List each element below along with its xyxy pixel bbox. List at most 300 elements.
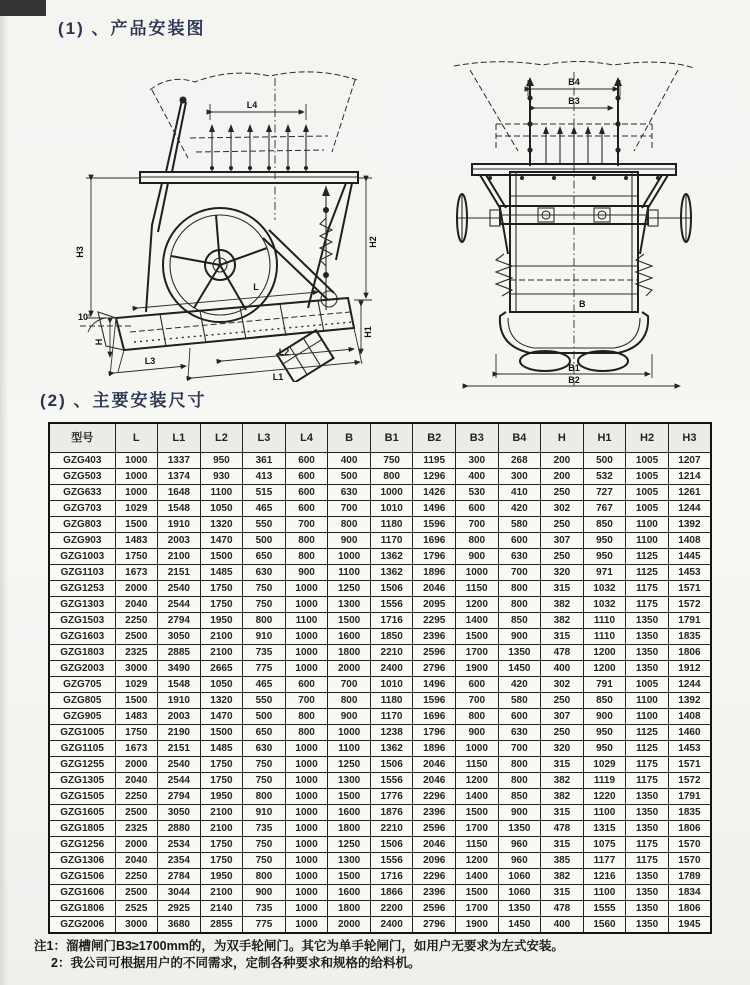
value-cell: 1125 bbox=[626, 565, 669, 581]
section1-title: (1) 、产品安装图 bbox=[58, 19, 206, 38]
value-cell: 1866 bbox=[370, 885, 413, 901]
value-cell: 2396 bbox=[413, 805, 456, 821]
value-cell: 1150 bbox=[456, 581, 499, 597]
table-row bbox=[49, 773, 711, 789]
model-cell: GZG1103 bbox=[49, 565, 115, 581]
dim-label-l3: L3 bbox=[144, 356, 156, 366]
value-cell: 1350 bbox=[626, 613, 669, 629]
value-cell: 1100 bbox=[200, 485, 243, 501]
value-cell: 1000 bbox=[115, 453, 158, 469]
dim-label-l: L bbox=[253, 282, 259, 292]
value-cell: 2544 bbox=[158, 773, 201, 789]
value-cell: 2295 bbox=[413, 613, 456, 629]
table-row bbox=[49, 869, 711, 885]
value-cell: 900 bbox=[285, 565, 328, 581]
value-cell: 2296 bbox=[413, 789, 456, 805]
value-cell: 478 bbox=[541, 901, 584, 917]
value-cell: 400 bbox=[328, 453, 371, 469]
value-cell: 1350 bbox=[626, 789, 669, 805]
dim-label-b2: B2 bbox=[568, 375, 580, 385]
model-cell: GZG2003 bbox=[49, 661, 115, 677]
value-cell: 2000 bbox=[115, 837, 158, 853]
value-cell: 2140 bbox=[200, 901, 243, 917]
value-cell: 800 bbox=[243, 789, 286, 805]
value-cell: 500 bbox=[243, 533, 286, 549]
value-cell: 1716 bbox=[370, 869, 413, 885]
value-cell: 700 bbox=[498, 741, 541, 757]
value-cell: 315 bbox=[541, 581, 584, 597]
value-cell: 302 bbox=[541, 677, 584, 693]
value-cell: 700 bbox=[328, 677, 371, 693]
table-row bbox=[49, 853, 711, 869]
value-cell: 1200 bbox=[583, 661, 626, 677]
value-cell: 1100 bbox=[583, 885, 626, 901]
value-cell: 465 bbox=[243, 501, 286, 517]
value-cell: 2885 bbox=[158, 645, 201, 661]
value-cell: 900 bbox=[583, 709, 626, 725]
value-cell: 1374 bbox=[158, 469, 201, 485]
value-cell: 1673 bbox=[115, 741, 158, 757]
value-cell: 1350 bbox=[498, 901, 541, 917]
value-cell: 775 bbox=[243, 917, 286, 934]
value-cell: 900 bbox=[243, 885, 286, 901]
column-header: L4 bbox=[285, 423, 328, 453]
column-header: L bbox=[115, 423, 158, 453]
value-cell: 1700 bbox=[456, 821, 499, 837]
value-cell: 1485 bbox=[200, 741, 243, 757]
column-header: B1 bbox=[370, 423, 413, 453]
value-cell: 1876 bbox=[370, 805, 413, 821]
value-cell: 1000 bbox=[328, 549, 371, 565]
value-cell: 1950 bbox=[200, 613, 243, 629]
value-cell: 3680 bbox=[158, 917, 201, 934]
value-cell: 2400 bbox=[370, 661, 413, 677]
value-cell: 1244 bbox=[668, 501, 711, 517]
value-cell: 1000 bbox=[370, 485, 413, 501]
value-cell: 800 bbox=[285, 549, 328, 565]
model-cell: GZG633 bbox=[49, 485, 115, 501]
value-cell: 580 bbox=[498, 693, 541, 709]
value-cell: 1150 bbox=[456, 757, 499, 773]
value-cell: 910 bbox=[243, 629, 286, 645]
scan-edge-shadow bbox=[0, 0, 8, 985]
model-cell: GZG1605 bbox=[49, 805, 115, 821]
value-cell: 1119 bbox=[583, 773, 626, 789]
value-cell: 650 bbox=[243, 725, 286, 741]
column-header: B2 bbox=[413, 423, 456, 453]
value-cell: 1000 bbox=[285, 837, 328, 853]
value-cell: 1485 bbox=[200, 565, 243, 581]
table-row bbox=[49, 677, 711, 693]
value-cell: 1500 bbox=[115, 693, 158, 709]
value-cell: 2925 bbox=[158, 901, 201, 917]
model-cell: GZG1005 bbox=[49, 725, 115, 741]
value-cell: 1195 bbox=[413, 453, 456, 469]
table-row bbox=[49, 709, 711, 725]
value-cell: 1700 bbox=[456, 645, 499, 661]
value-cell: 200 bbox=[541, 453, 584, 469]
model-cell: GZG1806 bbox=[49, 901, 115, 917]
value-cell: 1500 bbox=[328, 789, 371, 805]
value-cell: 1806 bbox=[668, 821, 711, 837]
value-cell: 1244 bbox=[668, 677, 711, 693]
value-cell: 1350 bbox=[498, 821, 541, 837]
value-cell: 850 bbox=[583, 693, 626, 709]
value-cell: 1300 bbox=[328, 597, 371, 613]
footnote-line: 2：我公司可根据用户的不同需求，定制各种要求和规格的给料机。 bbox=[51, 956, 421, 970]
value-cell: 268 bbox=[498, 453, 541, 469]
value-cell: 735 bbox=[243, 645, 286, 661]
value-cell: 1000 bbox=[285, 661, 328, 677]
table-row bbox=[49, 789, 711, 805]
model-cell: GZG1603 bbox=[49, 629, 115, 645]
value-cell: 650 bbox=[243, 549, 286, 565]
model-cell: GZG1105 bbox=[49, 741, 115, 757]
value-cell: 3000 bbox=[115, 917, 158, 934]
value-cell: 1453 bbox=[668, 741, 711, 757]
value-cell: 800 bbox=[498, 757, 541, 773]
value-cell: 1200 bbox=[456, 853, 499, 869]
column-header: H1 bbox=[583, 423, 626, 453]
column-header: L2 bbox=[200, 423, 243, 453]
value-cell: 1320 bbox=[200, 693, 243, 709]
table-row bbox=[49, 565, 711, 581]
table-row bbox=[49, 597, 711, 613]
value-cell: 500 bbox=[328, 469, 371, 485]
value-cell: 1350 bbox=[626, 869, 669, 885]
value-cell: 1029 bbox=[115, 677, 158, 693]
column-header: L1 bbox=[158, 423, 201, 453]
model-cell: GZG905 bbox=[49, 709, 115, 725]
value-cell: 1110 bbox=[583, 629, 626, 645]
value-cell: 2046 bbox=[413, 757, 456, 773]
value-cell: 1010 bbox=[370, 501, 413, 517]
value-cell: 1300 bbox=[328, 853, 371, 869]
value-cell: 1315 bbox=[583, 821, 626, 837]
table-row bbox=[49, 517, 711, 533]
value-cell: 2200 bbox=[370, 901, 413, 917]
value-cell: 2544 bbox=[158, 597, 201, 613]
value-cell: 2250 bbox=[115, 789, 158, 805]
value-cell: 1000 bbox=[285, 885, 328, 901]
value-cell: 2396 bbox=[413, 885, 456, 901]
value-cell: 1150 bbox=[456, 837, 499, 853]
value-cell: 1000 bbox=[285, 597, 328, 613]
value-cell: 1600 bbox=[328, 885, 371, 901]
value-cell: 1392 bbox=[668, 693, 711, 709]
value-cell: 410 bbox=[498, 485, 541, 501]
value-cell: 532 bbox=[583, 469, 626, 485]
value-cell: 1945 bbox=[668, 917, 711, 934]
value-cell: 900 bbox=[456, 725, 499, 741]
value-cell: 1100 bbox=[328, 565, 371, 581]
value-cell: 800 bbox=[285, 533, 328, 549]
value-cell: 1350 bbox=[626, 805, 669, 821]
value-cell: 2540 bbox=[158, 581, 201, 597]
value-cell: 1483 bbox=[115, 709, 158, 725]
value-cell: 910 bbox=[243, 805, 286, 821]
value-cell: 1170 bbox=[370, 709, 413, 725]
value-cell: 1000 bbox=[285, 869, 328, 885]
column-header: L3 bbox=[243, 423, 286, 453]
value-cell: 700 bbox=[285, 693, 328, 709]
value-cell: 1125 bbox=[626, 725, 669, 741]
value-cell: 1100 bbox=[626, 693, 669, 709]
value-cell: 1750 bbox=[200, 757, 243, 773]
installation-diagram-side-view bbox=[70, 60, 382, 382]
value-cell: 1000 bbox=[285, 645, 328, 661]
model-cell: GZG1256 bbox=[49, 837, 115, 853]
value-cell: 2796 bbox=[413, 661, 456, 677]
value-cell: 2095 bbox=[413, 597, 456, 613]
value-cell: 2250 bbox=[115, 613, 158, 629]
value-cell: 1450 bbox=[498, 917, 541, 934]
value-cell: 315 bbox=[541, 757, 584, 773]
value-cell: 1800 bbox=[328, 645, 371, 661]
value-cell: 1207 bbox=[668, 453, 711, 469]
value-cell: 1000 bbox=[115, 485, 158, 501]
value-cell: 1570 bbox=[668, 837, 711, 853]
value-cell: 2354 bbox=[158, 853, 201, 869]
value-cell: 1470 bbox=[200, 533, 243, 549]
hanger-bolts bbox=[209, 124, 309, 172]
value-cell: 960 bbox=[498, 837, 541, 853]
value-cell: 2046 bbox=[413, 773, 456, 789]
value-cell: 1320 bbox=[200, 517, 243, 533]
dim-label-l2: L2 bbox=[278, 347, 290, 357]
value-cell: 2210 bbox=[370, 645, 413, 661]
value-cell: 1835 bbox=[668, 805, 711, 821]
value-cell: 1910 bbox=[158, 693, 201, 709]
model-cell: GZG803 bbox=[49, 517, 115, 533]
value-cell: 385 bbox=[541, 853, 584, 869]
model-cell: GZG703 bbox=[49, 501, 115, 517]
value-cell: 1600 bbox=[328, 629, 371, 645]
value-cell: 400 bbox=[541, 661, 584, 677]
value-cell: 1214 bbox=[668, 469, 711, 485]
value-cell: 250 bbox=[541, 693, 584, 709]
value-cell: 1100 bbox=[328, 741, 371, 757]
value-cell: 2040 bbox=[115, 597, 158, 613]
value-cell: 2500 bbox=[115, 629, 158, 645]
table-row bbox=[49, 757, 711, 773]
value-cell: 1238 bbox=[370, 725, 413, 741]
value-cell: 600 bbox=[498, 533, 541, 549]
support-arm bbox=[166, 100, 186, 172]
value-cell: 1175 bbox=[626, 597, 669, 613]
table-row bbox=[49, 805, 711, 821]
value-cell: 1362 bbox=[370, 741, 413, 757]
model-cell: GZG1303 bbox=[49, 597, 115, 613]
value-cell: 1175 bbox=[626, 837, 669, 853]
value-cell: 1426 bbox=[413, 485, 456, 501]
value-cell: 1571 bbox=[668, 581, 711, 597]
value-cell: 960 bbox=[498, 853, 541, 869]
model-cell: GZG1506 bbox=[49, 869, 115, 885]
value-cell: 600 bbox=[285, 485, 328, 501]
value-cell: 307 bbox=[541, 709, 584, 725]
value-cell: 1032 bbox=[583, 597, 626, 613]
value-cell: 700 bbox=[328, 501, 371, 517]
table-row bbox=[49, 725, 711, 741]
value-cell: 630 bbox=[498, 549, 541, 565]
value-cell: 700 bbox=[285, 517, 328, 533]
value-cell: 1337 bbox=[158, 453, 201, 469]
value-cell: 727 bbox=[583, 485, 626, 501]
table-row bbox=[49, 821, 711, 837]
value-cell: 382 bbox=[541, 613, 584, 629]
value-cell: 2665 bbox=[200, 661, 243, 677]
value-cell: 1400 bbox=[456, 789, 499, 805]
value-cell: 930 bbox=[200, 469, 243, 485]
value-cell: 1500 bbox=[200, 549, 243, 565]
table-header-row bbox=[49, 423, 711, 453]
value-cell: 320 bbox=[541, 741, 584, 757]
value-cell: 550 bbox=[243, 517, 286, 533]
value-cell: 1032 bbox=[583, 581, 626, 597]
value-cell: 2040 bbox=[115, 853, 158, 869]
value-cell: 250 bbox=[541, 517, 584, 533]
value-cell: 3050 bbox=[158, 629, 201, 645]
column-header: 型号 bbox=[49, 423, 115, 453]
value-cell: 630 bbox=[498, 725, 541, 741]
hopper-outline bbox=[150, 72, 357, 90]
model-cell: GZG403 bbox=[49, 453, 115, 469]
value-cell: 735 bbox=[243, 821, 286, 837]
value-cell: 1200 bbox=[456, 597, 499, 613]
table-row bbox=[49, 549, 711, 565]
value-cell: 1100 bbox=[285, 613, 328, 629]
value-cell: 1450 bbox=[498, 661, 541, 677]
value-cell: 1555 bbox=[583, 901, 626, 917]
table-row bbox=[49, 485, 711, 501]
value-cell: 1100 bbox=[583, 805, 626, 821]
value-cell: 382 bbox=[541, 597, 584, 613]
value-cell: 2151 bbox=[158, 565, 201, 581]
value-cell: 2784 bbox=[158, 869, 201, 885]
dim-label-b1: B1 bbox=[568, 363, 580, 373]
value-cell: 515 bbox=[243, 485, 286, 501]
value-cell: 550 bbox=[243, 693, 286, 709]
value-cell: 500 bbox=[243, 709, 286, 725]
value-cell: 382 bbox=[541, 773, 584, 789]
value-cell: 1506 bbox=[370, 581, 413, 597]
value-cell: 1834 bbox=[668, 885, 711, 901]
value-cell: 300 bbox=[456, 453, 499, 469]
angle-label: 10° bbox=[78, 312, 92, 322]
value-cell: 1050 bbox=[200, 677, 243, 693]
value-cell: 2000 bbox=[115, 581, 158, 597]
dim-label-h1: H1 bbox=[363, 326, 373, 338]
model-cell: GZG903 bbox=[49, 533, 115, 549]
value-cell: 900 bbox=[328, 533, 371, 549]
value-cell: 1556 bbox=[370, 773, 413, 789]
value-cell: 850 bbox=[498, 613, 541, 629]
value-cell: 1750 bbox=[200, 853, 243, 869]
value-cell: 2250 bbox=[115, 869, 158, 885]
value-cell: 1912 bbox=[668, 661, 711, 677]
value-cell: 1800 bbox=[328, 901, 371, 917]
value-cell: 1350 bbox=[626, 661, 669, 677]
model-cell: GZG1003 bbox=[49, 549, 115, 565]
value-cell: 250 bbox=[541, 725, 584, 741]
value-cell: 307 bbox=[541, 533, 584, 549]
value-cell: 600 bbox=[456, 677, 499, 693]
value-cell: 1648 bbox=[158, 485, 201, 501]
dim-label-b: B bbox=[579, 299, 586, 309]
value-cell: 302 bbox=[541, 501, 584, 517]
value-cell: 700 bbox=[456, 517, 499, 533]
column-header: H2 bbox=[626, 423, 669, 453]
value-cell: 1408 bbox=[668, 533, 711, 549]
value-cell: 1500 bbox=[328, 869, 371, 885]
value-cell: 750 bbox=[243, 757, 286, 773]
value-cell: 600 bbox=[285, 501, 328, 517]
value-cell: 2100 bbox=[200, 885, 243, 901]
dim-label-l4: L4 bbox=[246, 100, 258, 110]
value-cell: 2880 bbox=[158, 821, 201, 837]
value-cell: 950 bbox=[200, 453, 243, 469]
value-cell: 1548 bbox=[158, 677, 201, 693]
value-cell: 1896 bbox=[413, 741, 456, 757]
value-cell: 800 bbox=[243, 869, 286, 885]
value-cell: 1850 bbox=[370, 629, 413, 645]
value-cell: 767 bbox=[583, 501, 626, 517]
value-cell: 1500 bbox=[200, 725, 243, 741]
value-cell: 1350 bbox=[626, 821, 669, 837]
value-cell: 1000 bbox=[115, 469, 158, 485]
value-cell: 3490 bbox=[158, 661, 201, 677]
value-cell: 1000 bbox=[456, 741, 499, 757]
value-cell: 420 bbox=[498, 677, 541, 693]
table-row bbox=[49, 629, 711, 645]
value-cell: 750 bbox=[243, 597, 286, 613]
value-cell: 315 bbox=[541, 837, 584, 853]
value-cell: 1556 bbox=[370, 853, 413, 869]
value-cell: 1296 bbox=[413, 469, 456, 485]
value-cell: 2325 bbox=[115, 821, 158, 837]
value-cell: 3050 bbox=[158, 805, 201, 821]
value-cell: 800 bbox=[285, 709, 328, 725]
value-cell: 750 bbox=[243, 837, 286, 853]
value-cell: 2151 bbox=[158, 741, 201, 757]
value-cell: 1483 bbox=[115, 533, 158, 549]
value-cell: 1560 bbox=[583, 917, 626, 934]
value-cell: 1470 bbox=[200, 709, 243, 725]
value-cell: 1750 bbox=[200, 837, 243, 853]
table-row bbox=[49, 613, 711, 629]
value-cell: 1673 bbox=[115, 565, 158, 581]
value-cell: 2794 bbox=[158, 613, 201, 629]
value-cell: 630 bbox=[328, 485, 371, 501]
value-cell: 1453 bbox=[668, 565, 711, 581]
value-cell: 1796 bbox=[413, 549, 456, 565]
value-cell: 500 bbox=[583, 453, 626, 469]
value-cell: 600 bbox=[285, 677, 328, 693]
installation-diagram-front-view bbox=[438, 56, 710, 390]
value-cell: 1700 bbox=[456, 901, 499, 917]
model-cell: GZG705 bbox=[49, 677, 115, 693]
value-cell: 2500 bbox=[115, 805, 158, 821]
model-cell: GZG1306 bbox=[49, 853, 115, 869]
value-cell: 2796 bbox=[413, 917, 456, 934]
value-cell: 2534 bbox=[158, 837, 201, 853]
value-cell: 300 bbox=[498, 469, 541, 485]
value-cell: 791 bbox=[583, 677, 626, 693]
value-cell: 413 bbox=[243, 469, 286, 485]
value-cell: 478 bbox=[541, 821, 584, 837]
value-cell: 1350 bbox=[626, 901, 669, 917]
